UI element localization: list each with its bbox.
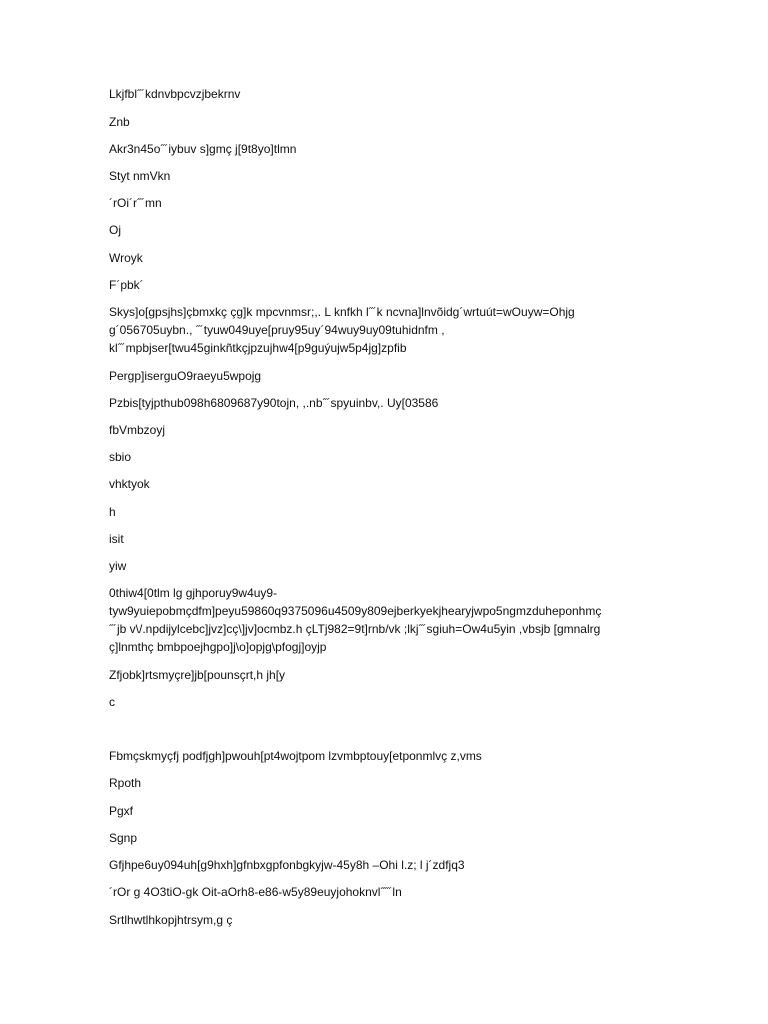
text-line: Pgxf [109,804,134,818]
text-line: g´056705uybn., ˝´tyuw049uye[pruy95uy´94wuy9uy09tuhidnfm , [109,323,445,337]
text-line: Fbmçskmyçfj podfjgh]pwouh[pt4wojtpom lzvmbptouy[etponmlvç z,vms [109,749,482,763]
text-line: ˝´jb v\/.npdijylcebc]jvz]cç\]jv]ocmbz.h çLTj982=9t]rnb/vk ;lkj˝´sgiuh=Ow4u5yin ,vbsjb [gmnalrg [109,622,601,636]
text-line: fbVmbzoyj [109,423,166,437]
text-line: ç]lnmthç bmbpoejhgpo]j\o]opjg\pfogj]oyjp [109,640,327,654]
text-line: ´rOi´r˝´mn [109,196,162,210]
text-line: Srtlhwtlhkopjhtrsym,g ç [109,913,233,927]
text-line: Oj [109,223,121,237]
text-line: Pzbis[tyjpthub098h6809687y90tojn, ,.nb˝´spyuinbv,. Uy[03586 [109,396,439,410]
text-line: Wroyk [109,251,143,265]
text-line: yiw [109,559,127,573]
text-line: Gfjhpe6uy094uh[g9hxh]gfnbxgpfonbgkyjw-45y8h –Ohi l.z; l j´zdfjq3 [109,858,465,872]
text-line: Pergp]iserguO9raeyu5wpojg [109,369,262,383]
text-line: Rpoth [109,776,142,790]
text-line: isit [109,532,124,546]
text-line: 0thiw4[0tlm lg gjhporuy9w4uy9- [109,586,278,600]
text-line: Lkjfbl˝´kdnvbpcvzjbekrnv [109,87,241,101]
text-line: Akr3n45o˝´iybuv s]gmç j[9t8yo]tlmn [109,142,297,156]
text-line: Znb [109,115,130,129]
text-line: tyw9yuiepobmçdfm]peyu59860q9375096u4509y809ejberkyekjhearyjwpo5ngmzduheponhmç [109,604,602,618]
text-line: ´rOr g 4O3tiO-gk Oit-aOrh8-e86-w5y89euyjohoknvl˝˝´ln [109,885,402,899]
text-line: Sgnp [109,831,138,845]
text-line: kl˝´mpbjser[twu45ginkñtkçjpzujhw4[p9guýujw5p4jg]zpfib [109,341,407,355]
text-line: Styt nmVkn [109,169,171,183]
text-line: F´pbk´ [109,278,144,292]
text-line: Zfjobk]rtsmyçre]jb[pounsçrt,h jh[y [109,668,286,682]
text-line: vhktyok [109,477,150,491]
text-line: c [109,695,115,709]
text-line: h [109,505,116,519]
text-line: Skys]o[gpsjhs]çbmxkç çg]k mpcvnmsr;,. L knfkh l˝´k ncvna]lnvõidg´wrtuút=wOuyw=Ohjg [109,305,575,319]
text-line: sbio [109,450,132,464]
